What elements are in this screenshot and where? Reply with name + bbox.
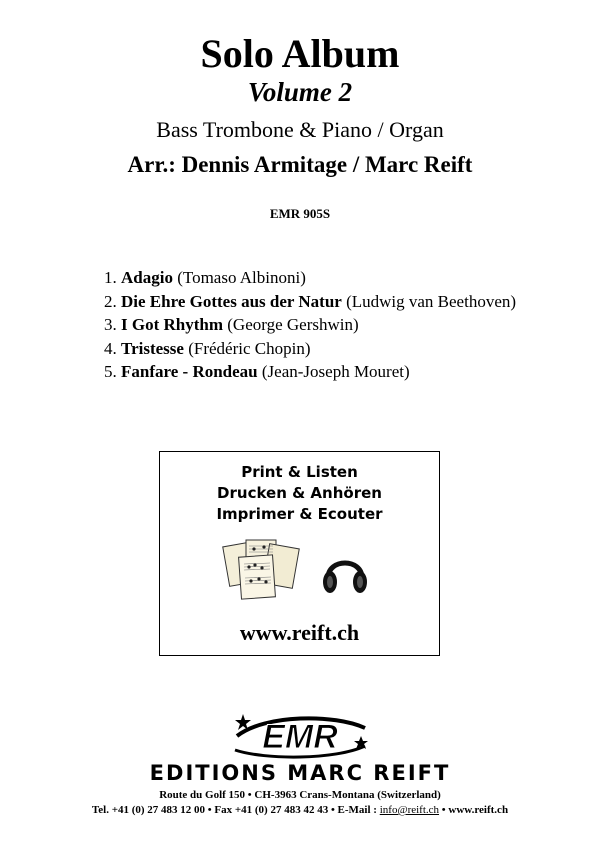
publisher-name: EDITIONS MARC REIFT bbox=[149, 761, 451, 785]
track-composer: (George Gershwin) bbox=[227, 315, 359, 334]
track-title: Die Ehre Gottes aus der Natur bbox=[121, 291, 342, 311]
instrumentation: Bass Trombone & Piano / Organ bbox=[156, 117, 444, 142]
track-title: Adagio bbox=[121, 268, 173, 287]
list-item bbox=[104, 313, 594, 337]
print-listen-box bbox=[159, 451, 440, 656]
print-listen-english: Print & Listen bbox=[241, 463, 358, 481]
track-composer: (Frédéric Chopin) bbox=[188, 338, 311, 358]
track-number: 1. bbox=[104, 268, 117, 287]
contact-website: • www.reift.ch bbox=[439, 804, 509, 816]
list-item bbox=[104, 337, 594, 361]
print-listen-german: Drucken & Anhören bbox=[217, 484, 382, 502]
publisher-contact bbox=[0, 803, 600, 817]
volume-subtitle: Volume 2 bbox=[247, 77, 353, 107]
track-title: Tristesse bbox=[121, 338, 184, 358]
track-composer: (Ludwig van Beethoven) bbox=[346, 291, 517, 311]
list-item bbox=[104, 290, 594, 314]
arranger-credit: Arr.: Dennis Armitage / Marc Reift bbox=[127, 152, 473, 177]
contact-phone-fax: Tel. +41 (0) 27 483 12 00 • Fax +41 (0) 27 483 42 43 • E-Mail : bbox=[91, 804, 380, 816]
track-number: 2. bbox=[104, 291, 117, 311]
print-listen-french: Imprimer & Ecouter bbox=[216, 505, 383, 523]
sheet-music-icon bbox=[222, 538, 302, 602]
emr-logo bbox=[225, 706, 375, 762]
headphones-icon bbox=[320, 548, 370, 598]
website-url[interactable]: www.reift.ch bbox=[239, 620, 360, 645]
track-composer: (Tomaso Albinoni) bbox=[177, 268, 306, 287]
list-item bbox=[104, 266, 594, 290]
track-composer: (Jean-Joseph Mouret) bbox=[261, 362, 410, 381]
track-number: 4. bbox=[104, 338, 117, 358]
track-number: 5. bbox=[104, 362, 117, 381]
track-number: 3. bbox=[104, 315, 117, 334]
track-title: I Got Rhythm bbox=[121, 315, 224, 334]
track-list bbox=[104, 266, 594, 384]
page-title: Solo Album bbox=[200, 31, 400, 76]
catalog-code: EMR 905S bbox=[269, 206, 331, 221]
email-link[interactable]: info@reift.ch bbox=[379, 804, 440, 816]
publisher-address: Route du Golf 150 • CH-3963 Crans-Montana (Switzerland) bbox=[159, 789, 441, 801]
track-title: Fanfare - Rondeau bbox=[121, 362, 258, 381]
emr-logo-lettering: EMR bbox=[262, 718, 338, 756]
list-item bbox=[104, 360, 594, 384]
